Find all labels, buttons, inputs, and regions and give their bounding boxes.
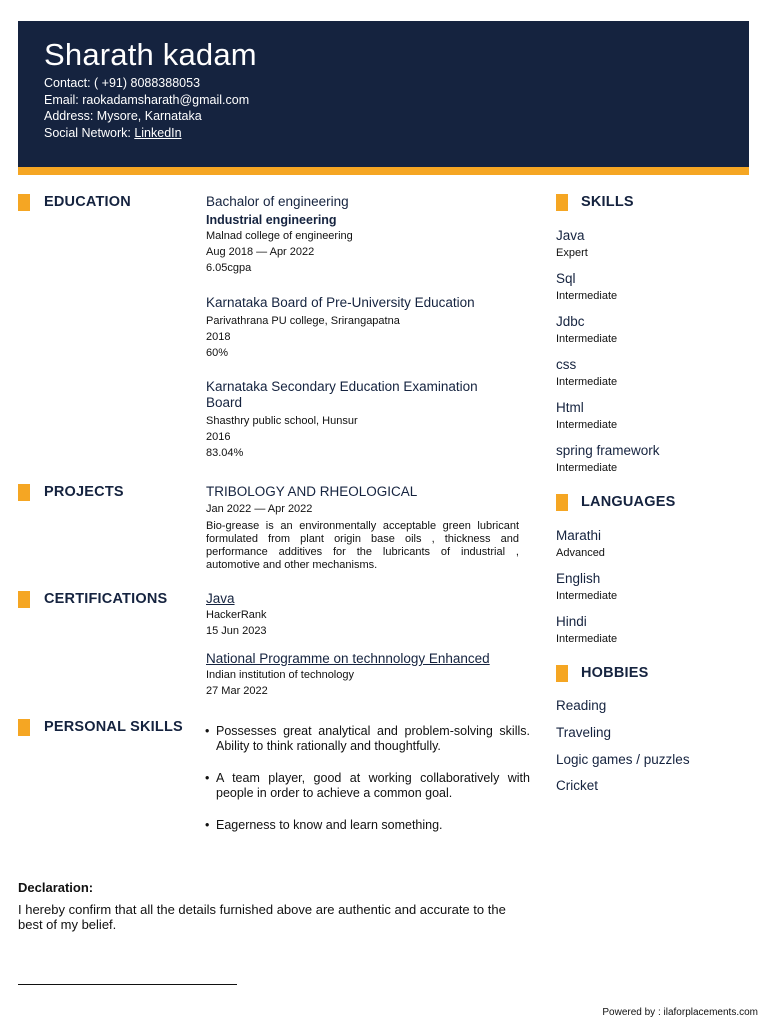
hobby-item: Logic games / puzzles xyxy=(556,752,690,767)
education-item xyxy=(206,194,536,276)
language-level: Intermediate xyxy=(556,633,618,645)
project-title: TRIBOLOGY AND RHEOLOGICAL xyxy=(206,484,418,499)
hobby-item: Reading xyxy=(556,698,607,713)
candidate-name: Sharath kadam xyxy=(44,37,257,72)
skill-level: Expert xyxy=(556,247,588,259)
personal-skills-list xyxy=(205,724,530,850)
section-marker xyxy=(556,194,568,211)
personal-skill-item xyxy=(205,724,530,754)
bullet-icon: • xyxy=(205,771,210,785)
education-item xyxy=(206,295,536,361)
certification-title-link[interactable]: Java xyxy=(206,591,235,606)
contact-phone: Contact: ( +91) 8088388053 xyxy=(44,76,201,90)
language-item xyxy=(556,571,746,604)
section-marker xyxy=(556,665,568,682)
header-accent-bar xyxy=(18,167,749,175)
project-dates: Jan 2022 — Apr 2022 xyxy=(206,503,313,515)
skill-level: Intermediate xyxy=(556,290,618,302)
skill-name: Java xyxy=(556,228,585,243)
section-title-languages: LANGUAGES xyxy=(581,494,676,510)
bullet-icon: • xyxy=(205,724,210,738)
education-dates: 2018 xyxy=(206,331,231,343)
declaration-title: Declaration: xyxy=(18,880,94,895)
section-title-projects: PROJECTS xyxy=(44,484,124,500)
linkedin-link[interactable]: LinkedIn xyxy=(134,125,182,140)
contact-details xyxy=(44,75,249,141)
skill-name: Jdbc xyxy=(556,314,585,329)
contact-email: Email: raokadamsharath@gmail.com xyxy=(44,92,250,107)
education-score: 60% xyxy=(206,347,229,359)
education-dates: 2016 xyxy=(206,431,231,443)
education-degree: Bachalor of engineering xyxy=(206,194,349,209)
language-level: Advanced xyxy=(556,547,605,559)
education-school: Malnad college of engineering xyxy=(206,230,353,242)
section-title-hobbies: HOBBIES xyxy=(581,665,649,681)
skill-item xyxy=(556,271,746,304)
skill-item xyxy=(556,228,746,261)
section-title-certifications: CERTIFICATIONS xyxy=(44,591,168,607)
signature-line xyxy=(18,984,237,985)
skill-name: Sql xyxy=(556,271,576,286)
language-name: English xyxy=(556,571,601,586)
education-degree: Karnataka Secondary Education Examination Board xyxy=(206,379,478,410)
certification-date: 27 Mar 2022 xyxy=(206,685,268,697)
language-name: Hindi xyxy=(556,614,587,629)
declaration-text: I hereby confirm that all the details furnished above are authentic and accurate to the best of my belief. xyxy=(18,902,506,932)
section-marker xyxy=(18,719,30,736)
personal-skill-text: Eagerness to know and learn something. xyxy=(216,818,443,832)
skill-level: Intermediate xyxy=(556,333,618,345)
language-level: Intermediate xyxy=(556,590,618,602)
section-title-personal-skills: PERSONAL SKILLS xyxy=(44,719,183,735)
education-item xyxy=(206,379,506,461)
certification-issuer: HackerRank xyxy=(206,609,267,621)
education-dates: Aug 2018 — Apr 2022 xyxy=(206,246,315,258)
education-score: 83.04% xyxy=(206,447,244,459)
certification-item xyxy=(206,591,536,639)
personal-skill-text: Possesses great analytical and problem-solving skills. Ability to think rationally and thoughtfully. xyxy=(216,724,530,753)
skill-name: Html xyxy=(556,400,584,415)
section-marker xyxy=(18,484,30,501)
certification-item xyxy=(206,651,536,699)
certification-date: 15 Jun 2023 xyxy=(206,625,267,637)
resume-header xyxy=(18,21,749,167)
certification-issuer: Indian institution of technology xyxy=(206,669,354,681)
skill-item xyxy=(556,400,746,433)
contact-social xyxy=(44,125,249,142)
skill-item xyxy=(556,357,746,390)
section-title-education: EDUCATION xyxy=(44,194,131,210)
section-marker xyxy=(18,591,30,608)
skill-name: css xyxy=(556,357,577,372)
section-title-skills: SKILLS xyxy=(581,194,634,210)
section-marker xyxy=(18,194,30,211)
social-label: Social Network: xyxy=(44,125,135,140)
personal-skill-item xyxy=(205,818,530,833)
education-school: Shasthry public school, Hunsur xyxy=(206,415,358,427)
project-description: Bio-grease is an environmentally acceptable green lubricant formulated from plant origin base oils , thickness and performance additives for the lubricants of industrial , automotive and other mechanisms. xyxy=(206,520,519,571)
skill-level: Intermediate xyxy=(556,462,618,474)
bullet-icon: • xyxy=(205,818,210,832)
section-marker xyxy=(556,494,568,511)
language-name: Marathi xyxy=(556,528,602,543)
hobby-item: Cricket xyxy=(556,778,599,793)
contact-address: Address: Mysore, Karnataka xyxy=(44,109,202,124)
personal-skill-item xyxy=(205,771,530,801)
personal-skill-text: A team player, good at working collaboratively with people in order to achieve a common goal. xyxy=(216,771,530,800)
language-item xyxy=(556,614,746,647)
skill-level: Intermediate xyxy=(556,419,618,431)
hobby-item: Traveling xyxy=(556,725,612,740)
certification-title-link[interactable]: National Programme on technnology Enhanced xyxy=(206,651,490,666)
language-item xyxy=(556,528,746,561)
powered-by-footer: Powered by : ilaforplacements.com xyxy=(602,1007,758,1018)
education-field: Industrial engineering xyxy=(206,213,337,227)
education-degree: Karnataka Board of Pre-University Education xyxy=(206,295,475,310)
skill-item xyxy=(556,314,746,347)
skill-level: Intermediate xyxy=(556,376,618,388)
skill-item xyxy=(556,443,746,476)
skill-name: spring framework xyxy=(556,443,660,458)
education-school: Parivathrana PU college, Srirangapatna xyxy=(206,315,400,327)
education-score: 6.05cgpa xyxy=(206,262,252,274)
project-item xyxy=(206,484,536,572)
